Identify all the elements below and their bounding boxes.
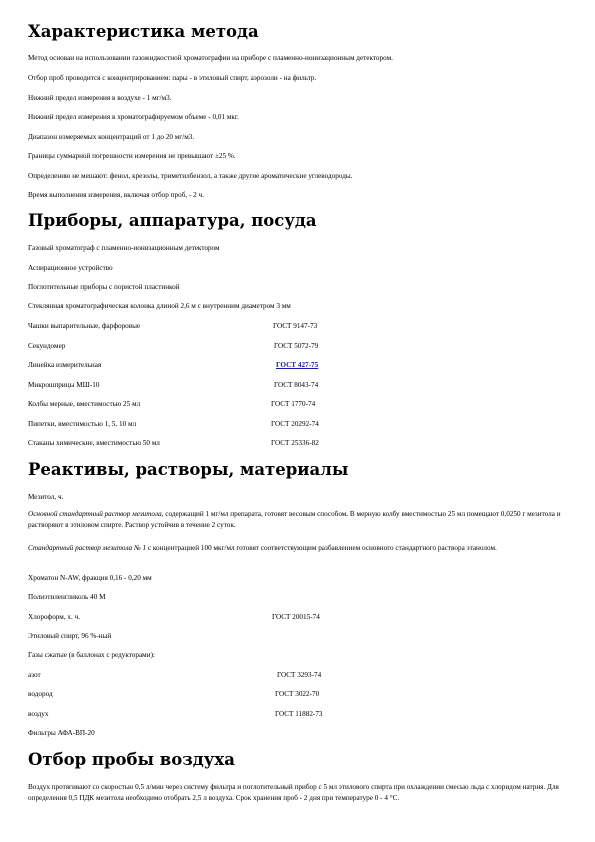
gas-item: азот [28, 671, 41, 679]
paragraph: Мезитол, ч. [28, 493, 64, 501]
equipment-item: Линейка измерительная [28, 361, 102, 369]
section-title-characteristics: Характеристика метода [28, 22, 259, 41]
paragraph: Воздух протягивают со скоростью 0,5 л/мин через систему фильтра и поглотительный прибор с 5 мл этилового спирта при охлаждении смесью льда с хлоридом натрия. Для определения 0,5 ПДК мезитола необходимо отобрать 2,5 л воздуха. Срок хранения проб - 2 дня при температуре 0 - 4 °С. [28, 783, 559, 802]
section-title-reagents: Реактивы, растворы, материалы [28, 460, 349, 479]
paragraph: Этиловый спирт, 96 %-ный [28, 632, 112, 640]
paragraph [28, 509, 568, 530]
equipment-item: Стаканы химические, вместимостью 50 мл [28, 439, 160, 447]
gas-item: водород [28, 690, 53, 698]
paragraph: Газы сжатые (в баллонах с редукторами): [28, 651, 155, 659]
equipment-item: Чашки выпарительные, фарфоровые [28, 322, 141, 330]
paragraph: Определению не мешают: фенол, крезолы, триметилбензол, а также другие ароматические углеводороды. [28, 172, 353, 180]
equipment-item: Микрошприцы МШ-10 [28, 381, 100, 389]
gost-reference: ГОСТ 11882-73 [275, 710, 323, 718]
paragraph-text: с концентрацией 100 мкг/мл готовят соответствующим разбавлением основного стандартного раствора этанолом. [146, 544, 497, 552]
gost-reference: ГОСТ 20015-74 [272, 613, 320, 621]
gost-reference: ГОСТ 25336-82 [271, 439, 319, 447]
paragraph: Хлороформ, х. ч. [28, 613, 81, 621]
section-title-equipment: Приборы, аппаратура, посуда [28, 211, 317, 230]
gost-reference: ГОСТ 1770-74 [271, 400, 316, 408]
italic-term: Основной стандартный раствор мезитола [28, 510, 162, 518]
equipment-item: Колбы мерные, вместимостью 25 мл [28, 400, 141, 408]
gost-reference: ГОСТ 20292-74 [271, 420, 319, 428]
equipment-item: Аспирационное устройство [28, 264, 113, 272]
equipment-item: Газовый хроматограф с пламенно-ионизационным детектором [28, 244, 220, 252]
paragraph: Фильтры АФА-ВП-20 [28, 729, 95, 737]
equipment-item: Поглотительные приборы с пористой пластинкой [28, 283, 180, 291]
gost-reference: ГОСТ 8043-74 [274, 381, 319, 389]
paragraph: Диапазон измеряемых концентраций от 1 до 20 мг/м3. [28, 133, 195, 141]
gost-reference: ГОСТ 9147-73 [273, 322, 318, 330]
italic-term: Стандартный раствор мезитола № 1 [28, 544, 147, 552]
paragraph: Время выполнения измерения, включая отбор проб, - 2 ч. [28, 191, 204, 199]
paragraph: Нижний предел измерения в хроматографируемом объеме - 0,01 мкг. [28, 113, 239, 121]
paragraph: Нижний предел измерения в воздухе - 1 мг/м3. [28, 94, 172, 102]
gost-reference: ГОСТ 5072-79 [274, 342, 319, 350]
paragraph: Отбор проб проводится с концентрированием: пары - в этиловый спирт, аэрозоли - на фильтр. [28, 74, 317, 82]
paragraph: Границы суммарной погрешности измерения не превышают ±25 %. [28, 152, 236, 160]
equipment-item: Пипетки, вместимостью 1, 5, 10 мл [28, 420, 137, 428]
equipment-item: Стеклянная хроматографическая колонка длиной 2,6 м с внутренним диаметром 3 мм [28, 302, 291, 310]
gas-item: воздух [28, 710, 49, 718]
paragraph [28, 543, 568, 554]
equipment-item: Секундомер [28, 342, 66, 350]
gost-reference: ГОСТ 3022-70 [275, 690, 320, 698]
paragraph: Хроматон N-AW, фракция 0,16 - 0,20 мм [28, 574, 152, 582]
section-title-sampling: Отбор пробы воздуха [28, 750, 235, 769]
gost-reference: ГОСТ 3293-74 [277, 671, 322, 679]
paragraph: Метод основан на использовании газожидкостной хроматографии на приборе с пламенно-ионизационным детектором. [28, 54, 393, 62]
paragraph-text: , содержащий 1 мг/мл препарата, готовят весовым способом. В мерную колбу вместимостью 25 мл помещают 0,0250 г мезитола и растворяют в этиловом спирте. Раствор устойчив в течение 2 суток. [28, 510, 561, 529]
paragraph: Полиэтиленгликоль 40 М [28, 593, 106, 601]
gost-link[interactable]: ГОСТ 427-75 [276, 361, 319, 369]
